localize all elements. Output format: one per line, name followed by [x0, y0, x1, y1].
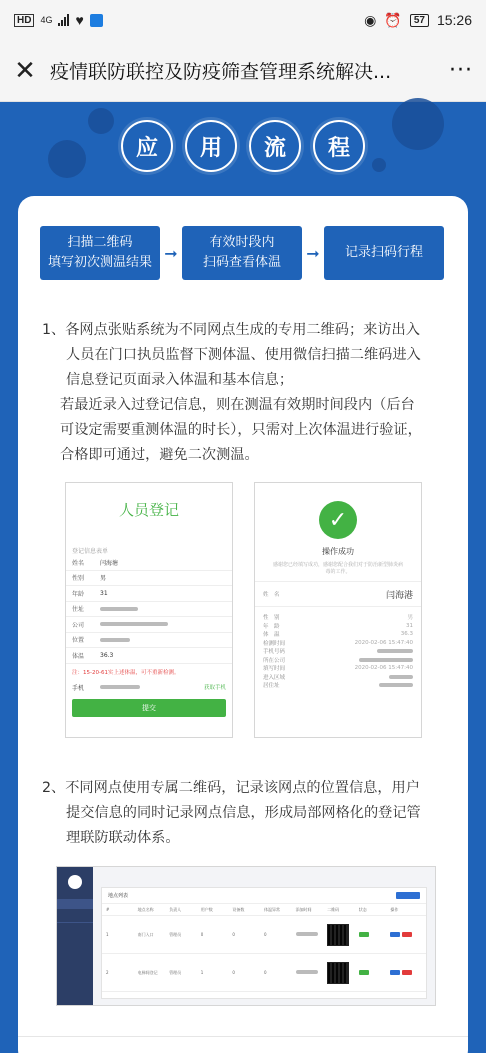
cell: 0 — [232, 970, 235, 975]
paragraph-line: 人员在门口执员监督下测体温、使用微信扫描二维码进入 — [66, 347, 421, 363]
cell: 0 — [200, 932, 204, 937]
column-header: 操作 — [390, 906, 399, 912]
location-list-panel — [101, 887, 427, 999]
registration-form-screenshot — [65, 482, 233, 738]
row-key: 所在公司 — [263, 657, 286, 664]
more-menu-button[interactable]: ··· — [449, 58, 473, 83]
column-header: 添加时间 — [295, 906, 312, 912]
row-key: 位置 — [72, 637, 85, 645]
form-title: 人员登记 — [118, 501, 179, 519]
row-key: 住址 — [72, 606, 85, 614]
arrow-right-icon: ➞ — [306, 243, 320, 263]
row-key: 年龄 — [72, 590, 85, 598]
title-char: 用 — [185, 120, 237, 172]
paragraph-line: 可设定需要重测体温的时长），只需对上次体温进行验证， — [60, 422, 422, 438]
blurred-value — [379, 683, 413, 687]
page-title: 疫情联防联控及防疫筛查管理系统解决... — [50, 61, 392, 83]
battery-indicator: 57 — [410, 14, 429, 27]
panel-header — [102, 888, 426, 904]
shield-icon — [90, 14, 103, 27]
row-key: 手机号码 — [263, 649, 286, 656]
column-header: 设备数 — [232, 906, 245, 912]
paragraph-line: 理联防联动体系。 — [66, 830, 180, 846]
row-key: 体温 — [72, 652, 85, 660]
table-row — [102, 954, 426, 992]
step-line: 记录扫码行程 — [344, 245, 423, 260]
paragraph-line: 2、不同网点使用专属二维码，记录该网点的位置信息，用户 — [42, 780, 420, 796]
column-header: 二维码 — [327, 906, 340, 912]
info-row — [255, 664, 421, 673]
status-bar — [0, 0, 486, 40]
admin-sidebar — [57, 867, 93, 1005]
phone-label: 手机 — [72, 684, 85, 692]
actions-cell — [390, 932, 422, 938]
step-scan-qr — [40, 226, 160, 280]
row-value: 闫海塘 — [100, 559, 119, 567]
column-header: 体温异常 — [263, 906, 280, 912]
row-key: 检测时间 — [263, 640, 286, 647]
info-row — [255, 639, 421, 648]
cell: 南门入口 — [137, 931, 154, 937]
column-header: 地点名称 — [137, 906, 154, 912]
row-key: 性别 — [72, 575, 85, 583]
success-page-screenshot — [254, 482, 422, 738]
cell: 管理员 — [169, 931, 182, 937]
column-header: 用户数 — [200, 906, 213, 912]
cell: 0 — [232, 932, 235, 937]
status-cell — [359, 970, 391, 976]
name-row — [255, 581, 421, 607]
row-key: 年 龄 — [263, 623, 280, 630]
step-line: 扫码查看体温 — [202, 255, 281, 270]
delete-button[interactable] — [402, 970, 412, 975]
form-row — [66, 555, 232, 571]
add-location-button[interactable] — [396, 892, 420, 899]
hd-badge: HD — [14, 14, 34, 27]
success-subtitle: 感谢您已经填写成功，感谢您配合我们对于防治新型肺炎病毒的工作。 — [272, 562, 403, 575]
table-row — [102, 916, 426, 954]
paragraph-line: 合格即可通过，避免二次测温。 — [60, 447, 259, 463]
cell: 1 — [106, 932, 109, 937]
form-row — [66, 633, 232, 649]
sidebar-item[interactable] — [57, 913, 93, 923]
delete-button[interactable] — [402, 932, 412, 937]
send-code-button[interactable]: 获取手机 — [203, 685, 226, 691]
content-card — [18, 196, 468, 1053]
column-header: # — [106, 907, 110, 912]
edit-button[interactable] — [390, 932, 400, 937]
row-key: 姓 名 — [263, 592, 280, 598]
form-warning: 注：15-20-61实上述体温，可不重新检测。 — [72, 669, 180, 676]
row-value: 男 — [407, 615, 413, 622]
paragraph-line: 若最近录入过登记信息，则在测温有效期时间段内（后台 — [60, 397, 415, 413]
form-section-label: 登记信息表单 — [72, 548, 109, 555]
blurred-value — [389, 675, 413, 679]
row-key: 公司 — [72, 621, 85, 629]
step-view-temperature — [182, 226, 302, 280]
qr-code-icon — [327, 924, 359, 946]
title-char: 流 — [249, 120, 301, 172]
form-row — [66, 602, 232, 618]
row-key: 性 别 — [263, 615, 280, 622]
signal-icon — [58, 14, 69, 26]
blurred-value — [100, 685, 140, 689]
actions-cell — [390, 970, 422, 976]
row-value: 男 — [100, 575, 107, 583]
row-key: 体 温 — [263, 632, 280, 639]
admin-main — [93, 867, 435, 1005]
blurred-value — [377, 649, 413, 653]
arrow-right-icon: ➞ — [164, 243, 178, 263]
cell — [296, 932, 328, 937]
blurred-value — [100, 638, 130, 642]
row-value: 2020-02-06 15:47:40 — [354, 665, 413, 672]
row-key: 姓名 — [72, 559, 85, 567]
form-row — [66, 571, 232, 587]
clock-time: 15:26 — [436, 12, 472, 28]
column-header: 负责人 — [169, 906, 182, 912]
info-row — [255, 681, 421, 690]
row-value: 36.3 — [100, 651, 114, 659]
sidebar-item[interactable] — [57, 899, 93, 909]
checkmark-icon: ✓ — [319, 501, 357, 539]
blurred-value — [100, 622, 168, 626]
step-line: 填写初次测温结果 — [47, 255, 152, 270]
step-line: 扫描二维码 — [67, 235, 133, 250]
network-type: 4G — [40, 14, 53, 25]
cell: 0 — [263, 970, 267, 975]
blurred-value — [359, 658, 413, 662]
form-row — [66, 617, 232, 633]
phone-row — [66, 680, 232, 695]
cell: 管理员 — [169, 969, 182, 975]
paragraph-1 — [36, 318, 452, 468]
step-line: 有效时段内 — [209, 235, 275, 250]
info-row — [255, 622, 421, 631]
cell — [296, 970, 328, 975]
status-badge — [359, 970, 369, 975]
column-header: 状态 — [358, 906, 367, 912]
form-row — [66, 648, 232, 664]
row-key: 居住址 — [263, 683, 280, 690]
row-key: 填写时间 — [263, 666, 286, 673]
admin-list-screenshot — [56, 866, 436, 1006]
row-value: 2020-02-06 15:47:40 — [354, 639, 413, 646]
paragraph-line: 提交信息的同时记录网点信息，形成局部网格化的登记管 — [66, 805, 421, 821]
divider — [18, 1036, 468, 1037]
status-badge — [359, 932, 369, 937]
edit-button[interactable] — [390, 970, 400, 975]
row-key: 进入区域 — [263, 674, 286, 681]
form-row — [66, 586, 232, 602]
paragraph-line: 1、各网点张贴系统为不同网点生成的专用二维码；来访出入 — [42, 322, 420, 338]
process-steps — [40, 226, 444, 280]
panel-title: 地点列表 — [108, 893, 129, 899]
row-value: 31 — [100, 589, 108, 597]
cell: 2 — [106, 970, 109, 975]
info-row — [255, 673, 421, 682]
cell: 1 — [200, 970, 204, 975]
row-value: 36.3 — [400, 631, 413, 638]
section-title — [0, 120, 486, 172]
success-title: 操作成功 — [322, 547, 354, 556]
title-char: 应 — [121, 120, 173, 172]
heart-icon: ♥ — [75, 12, 84, 28]
paragraph-line: 信息登记页面录入体温和基本信息； — [66, 372, 294, 388]
info-row — [255, 647, 421, 656]
info-row — [255, 630, 421, 639]
title-char: 程 — [313, 120, 365, 172]
cell: 电梯间登记 — [137, 969, 158, 975]
eye-icon: ◉ — [364, 11, 377, 28]
row-value: 闫海港 — [385, 590, 413, 601]
navigation-bar — [0, 40, 486, 102]
step-record-trip — [324, 226, 444, 280]
blurred-value — [100, 607, 138, 611]
status-cell — [359, 932, 391, 938]
cell: 0 — [263, 932, 267, 937]
alarm-icon: ⏰ — [384, 11, 402, 28]
paragraph-2 — [36, 776, 452, 851]
info-row — [255, 613, 421, 622]
table-header — [102, 904, 426, 916]
close-icon[interactable]: ✕ — [14, 55, 36, 86]
row-value: 31 — [406, 622, 413, 629]
submit-button[interactable]: 提交 — [72, 699, 226, 717]
info-row — [255, 656, 421, 665]
avatar — [68, 875, 82, 889]
qr-code-icon — [327, 962, 359, 984]
